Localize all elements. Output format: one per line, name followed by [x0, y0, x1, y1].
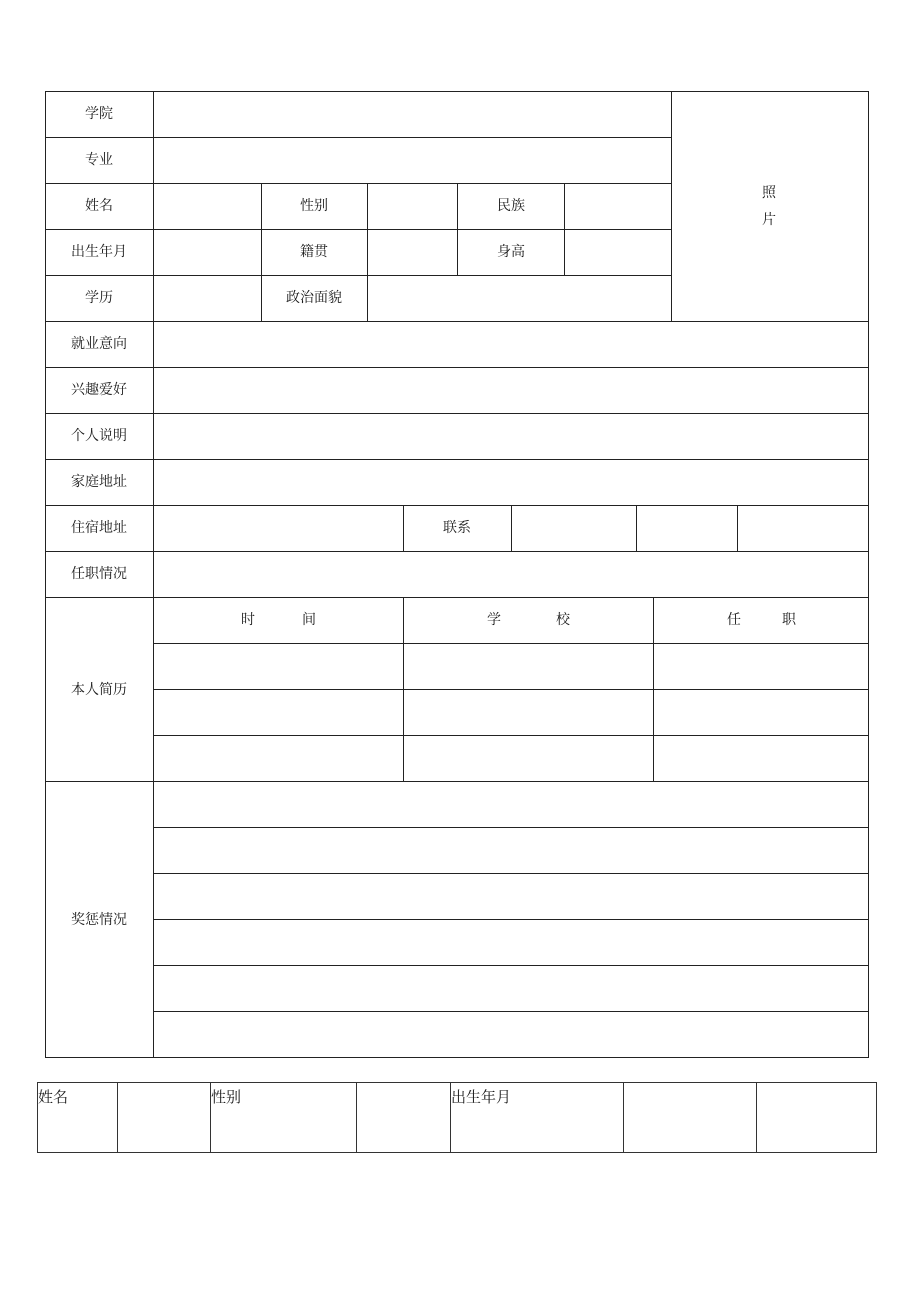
contact-field-1[interactable]	[512, 506, 636, 551]
label-awards: 奖惩情况	[71, 912, 127, 928]
label-job-intention: 就业意向	[71, 336, 127, 352]
resume-header-time-b: 间	[302, 612, 316, 628]
resume-post-cell[interactable]	[654, 736, 868, 781]
personal-statement-field[interactable]	[154, 414, 868, 459]
strip-gender-field[interactable]	[357, 1083, 450, 1152]
height-field[interactable]	[565, 230, 671, 275]
label-home-address: 家庭地址	[71, 474, 127, 490]
resume-post-cell[interactable]	[654, 644, 868, 689]
resume-school-cell[interactable]	[404, 736, 653, 781]
major-field[interactable]	[154, 138, 671, 183]
name-field[interactable]	[154, 184, 261, 229]
birth-field[interactable]	[154, 230, 261, 275]
label-hobbies: 兴趣爱好	[71, 382, 127, 398]
native-place-field[interactable]	[368, 230, 457, 275]
resume-time-cell[interactable]	[154, 644, 403, 689]
awards-line[interactable]	[154, 920, 868, 965]
strip-label-name: 姓名	[38, 1088, 69, 1106]
resume-time-cell[interactable]	[154, 690, 403, 735]
label-ethnicity: 民族	[497, 198, 525, 214]
strip-label-birth: 出生年月	[451, 1088, 512, 1106]
label-contact: 联系	[443, 520, 471, 536]
dorm-address-field[interactable]	[154, 506, 403, 551]
resume-post-cell[interactable]	[654, 690, 868, 735]
contact-field-2[interactable]	[637, 506, 737, 551]
label-political: 政治面貌	[286, 290, 342, 306]
label-personal-statement: 个人说明	[71, 428, 127, 444]
ethnicity-field[interactable]	[565, 184, 671, 229]
photo-label-line2: 片	[762, 212, 776, 228]
resume-header-time-a: 时	[241, 612, 255, 628]
resume-header-post-b: 职	[782, 612, 796, 628]
awards-line[interactable]	[154, 828, 868, 873]
resume-time-cell[interactable]	[154, 736, 403, 781]
label-name: 姓名	[85, 198, 113, 214]
resume-school-cell[interactable]	[404, 644, 653, 689]
label-birth: 出生年月	[71, 244, 127, 260]
strip-birth-field[interactable]	[624, 1083, 756, 1152]
home-address-field[interactable]	[154, 460, 868, 505]
label-height: 身高	[497, 244, 525, 260]
label-positions: 任职情况	[71, 566, 127, 582]
strip-extra-field[interactable]	[757, 1083, 876, 1152]
label-college: 学院	[85, 106, 113, 122]
awards-line[interactable]	[154, 966, 868, 1011]
resume-header-school-a: 学	[487, 612, 501, 628]
strip-label-gender: 性别	[211, 1088, 242, 1106]
label-major: 专业	[85, 152, 113, 168]
photo-box[interactable]	[672, 92, 868, 321]
gender-field[interactable]	[368, 184, 457, 229]
job-intention-field[interactable]	[154, 322, 868, 367]
resume-header-school-b: 校	[556, 612, 570, 628]
label-resume: 本人简历	[71, 682, 127, 698]
resume-header-post-a: 任	[727, 612, 741, 628]
label-native-place: 籍贯	[300, 244, 328, 260]
label-education: 学历	[85, 290, 113, 306]
education-field[interactable]	[154, 276, 261, 321]
hobbies-field[interactable]	[154, 368, 868, 413]
contact-field-3[interactable]	[738, 506, 868, 551]
awards-line[interactable]	[154, 782, 868, 827]
awards-line[interactable]	[154, 1012, 868, 1057]
label-dorm-address: 住宿地址	[71, 520, 127, 536]
awards-line[interactable]	[154, 874, 868, 919]
photo-label-line1: 照	[762, 185, 776, 201]
resume-school-cell[interactable]	[404, 690, 653, 735]
label-gender: 性别	[300, 198, 328, 214]
college-field[interactable]	[154, 92, 671, 137]
positions-field[interactable]	[154, 552, 868, 597]
strip-name-field[interactable]	[118, 1083, 210, 1152]
political-field[interactable]	[368, 276, 671, 321]
